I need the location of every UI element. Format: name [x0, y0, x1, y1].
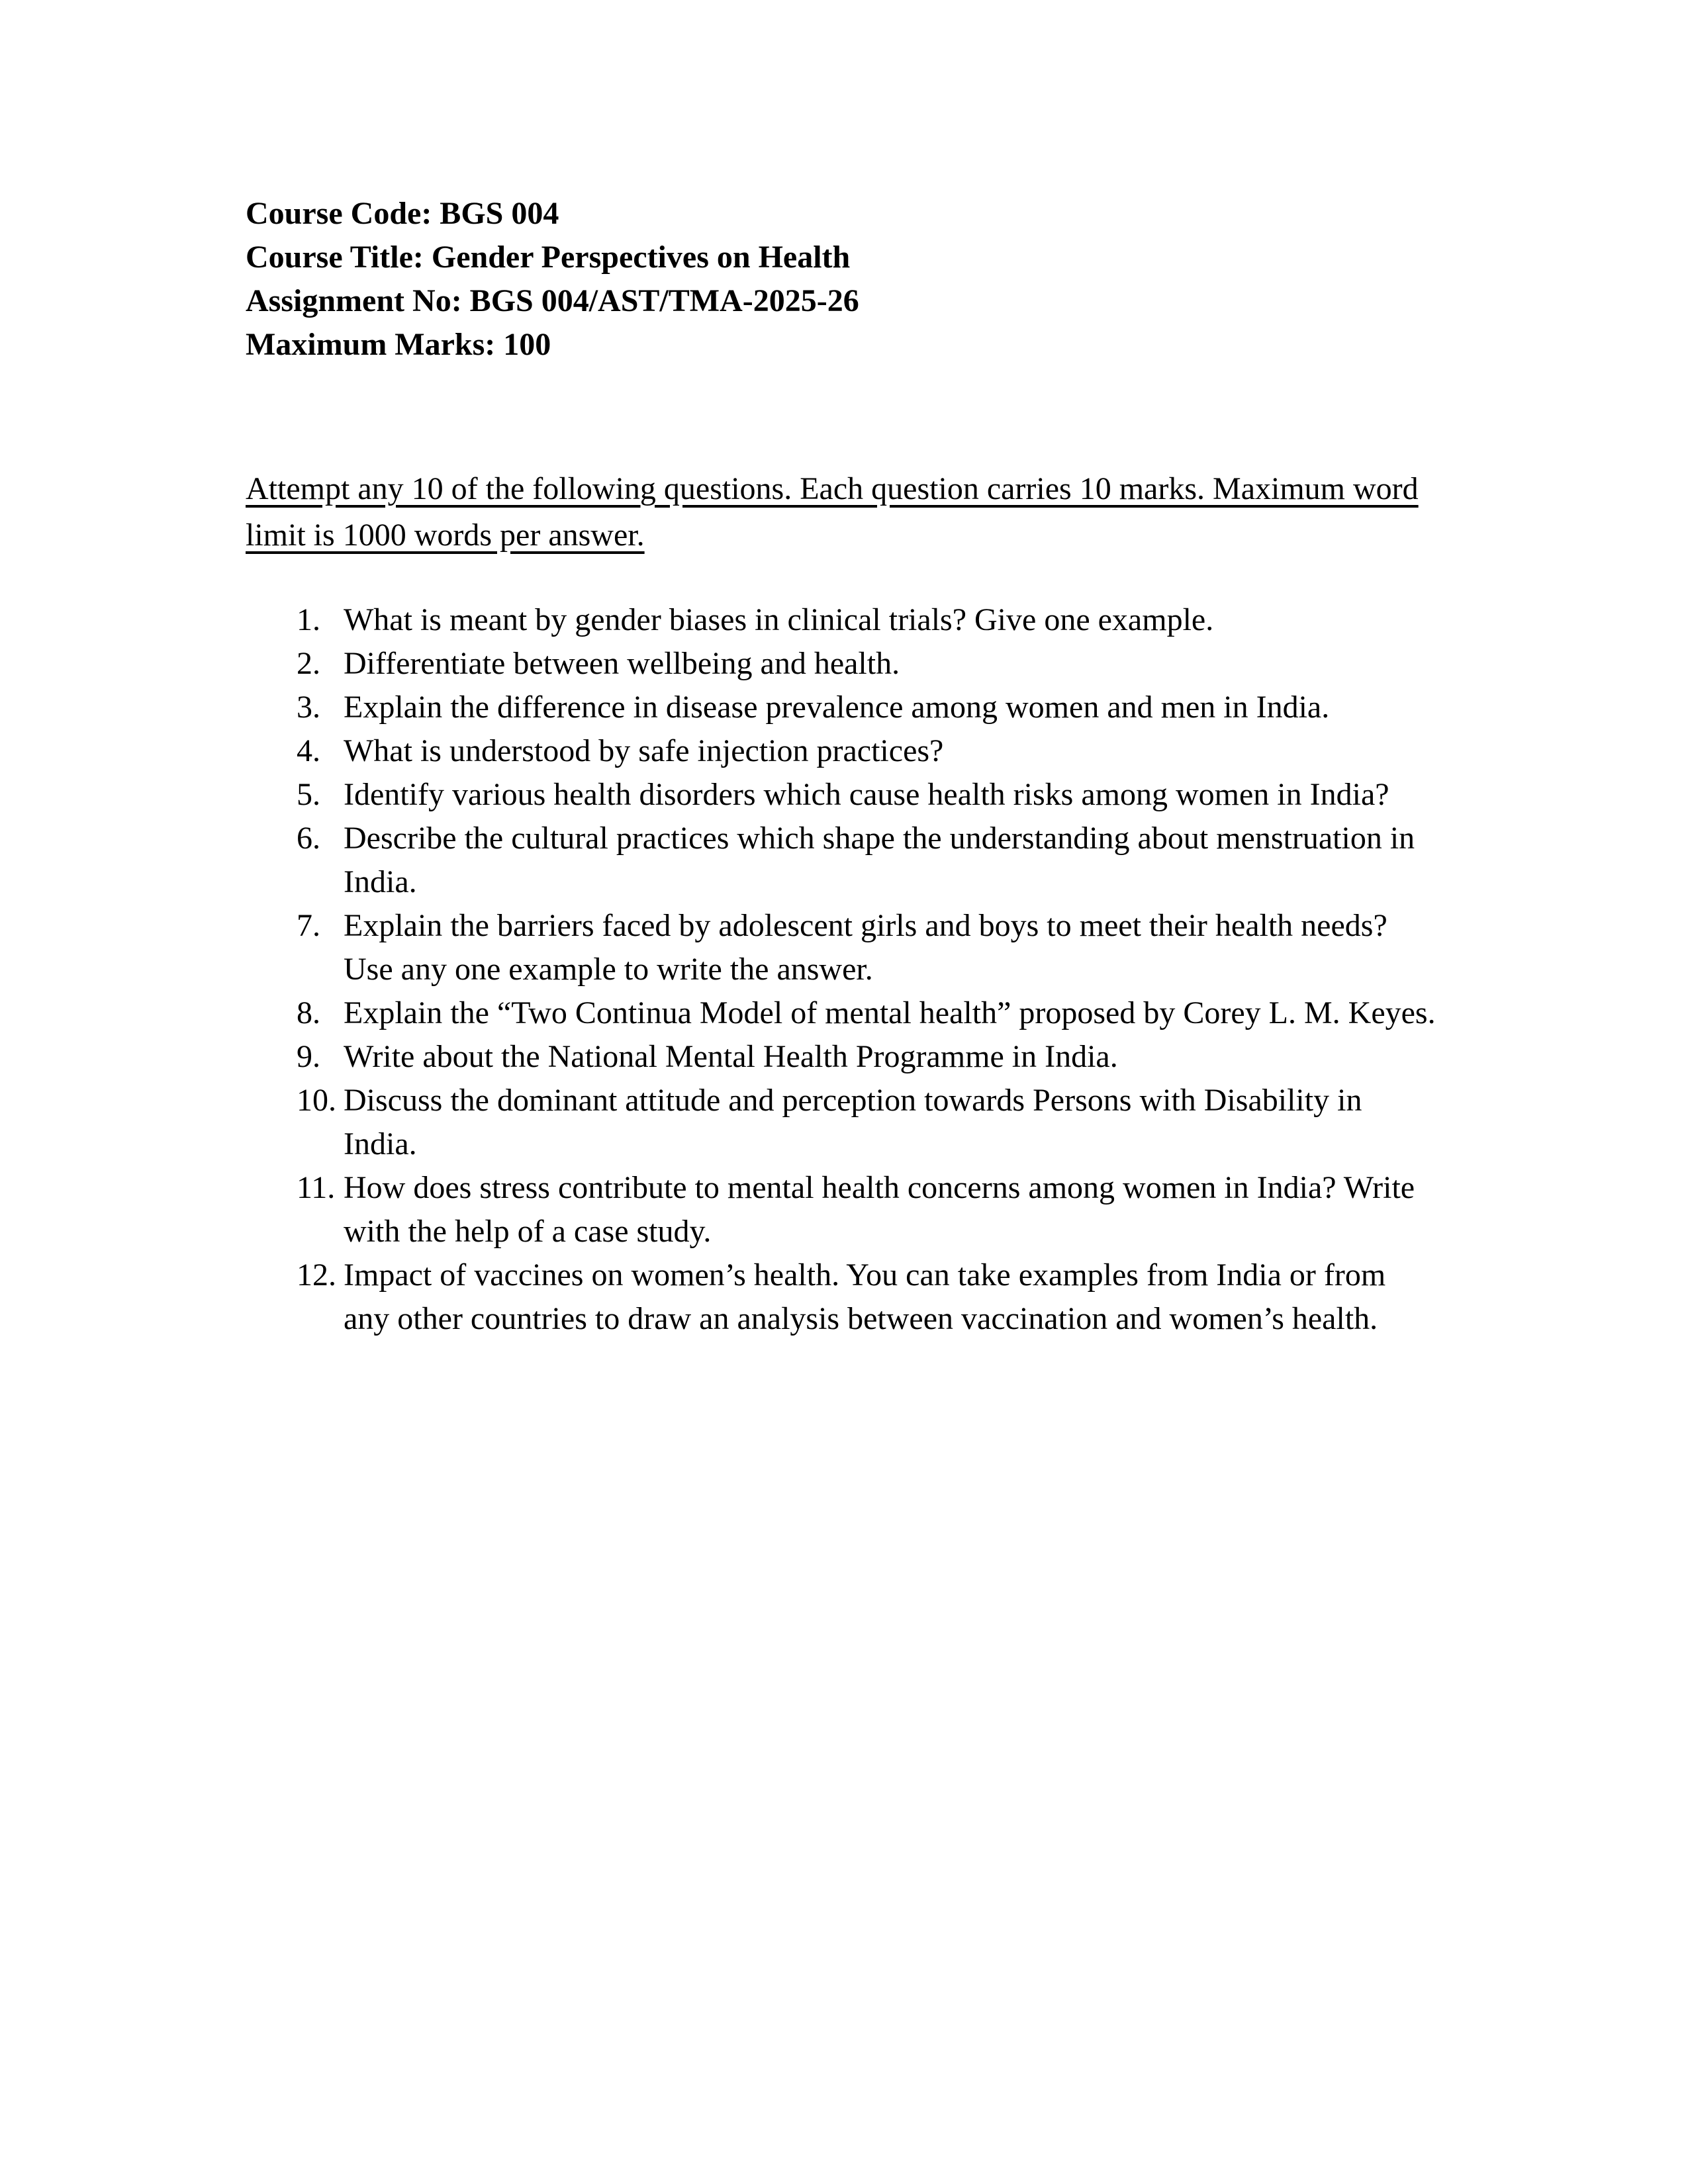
- instructions-paragraph: Attempt any 10 of the following questions. Each question carries 10 marks. Maximum word limit is 1000 words per answer.: [246, 471, 1419, 553]
- question-row: [297, 1166, 1437, 1253]
- question-row: [297, 686, 1437, 729]
- question-number: 7.: [297, 908, 320, 943]
- question-row: [297, 1035, 1437, 1079]
- question-number: 8.: [297, 995, 320, 1030]
- question-number: 4.: [297, 733, 320, 768]
- question-number: 5.: [297, 777, 320, 812]
- question-number: 2.: [297, 646, 320, 681]
- question-row: [297, 904, 1437, 991]
- question-row: [297, 991, 1437, 1035]
- question-number: 10.: [297, 1083, 336, 1118]
- course-title-line: Course Title: Gender Perspectives on Health: [246, 240, 851, 275]
- question-row: [297, 817, 1437, 904]
- question-number: 12.: [297, 1257, 336, 1293]
- question-number: 6.: [297, 821, 320, 856]
- question-text: Describe the cultural practices which shape the understanding about menstruation in India.: [344, 821, 1415, 899]
- question-number: 9.: [297, 1039, 320, 1074]
- question-text: What is understood by safe injection practices?: [344, 733, 944, 768]
- assignment-no-line: Assignment No: BGS 004/AST/TMA-2025-26: [246, 283, 859, 318]
- question-text: Explain the “Two Continua Model of mental health” proposed by Corey L. M. Keyes.: [344, 995, 1436, 1030]
- question-row: [297, 598, 1437, 642]
- course-code-line: Course Code: BGS 004: [246, 196, 559, 231]
- question-number: 1.: [297, 602, 320, 637]
- question-text: Discuss the dominant attitude and perception towards Persons with Disability in India.: [344, 1083, 1362, 1161]
- question-row: [297, 729, 1437, 773]
- question-list: [246, 598, 1437, 1341]
- question-text: What is meant by gender biases in clinical trials? Give one example.: [344, 602, 1214, 637]
- assignment-header: [246, 192, 1437, 367]
- question-row: [297, 642, 1437, 686]
- document-content: [246, 192, 1437, 1341]
- question-row: [297, 1253, 1437, 1341]
- question-text: Differentiate between wellbeing and health.: [344, 646, 900, 681]
- question-text: Identify various health disorders which cause health risks among women in India?: [344, 777, 1389, 812]
- question-number: 3.: [297, 690, 320, 725]
- question-text: Explain the difference in disease prevalence among women and men in India.: [344, 690, 1330, 725]
- question-number: 11.: [297, 1170, 336, 1205]
- question-row: [297, 1079, 1437, 1166]
- question-text: How does stress contribute to mental health concerns among women in India? Write with the help of a case study.: [344, 1170, 1415, 1249]
- maximum-marks-line: Maximum Marks: 100: [246, 327, 551, 362]
- question-text: Write about the National Mental Health Programme in India.: [344, 1039, 1118, 1074]
- question-text: Impact of vaccines on women’s health. You can take examples from India or from any other countries to draw an analysis between vaccination and women’s health.: [344, 1257, 1386, 1336]
- question-text: Explain the barriers faced by adolescent girls and boys to meet their health needs? Use any one example to write the answer.: [344, 908, 1387, 987]
- question-row: [297, 773, 1437, 817]
